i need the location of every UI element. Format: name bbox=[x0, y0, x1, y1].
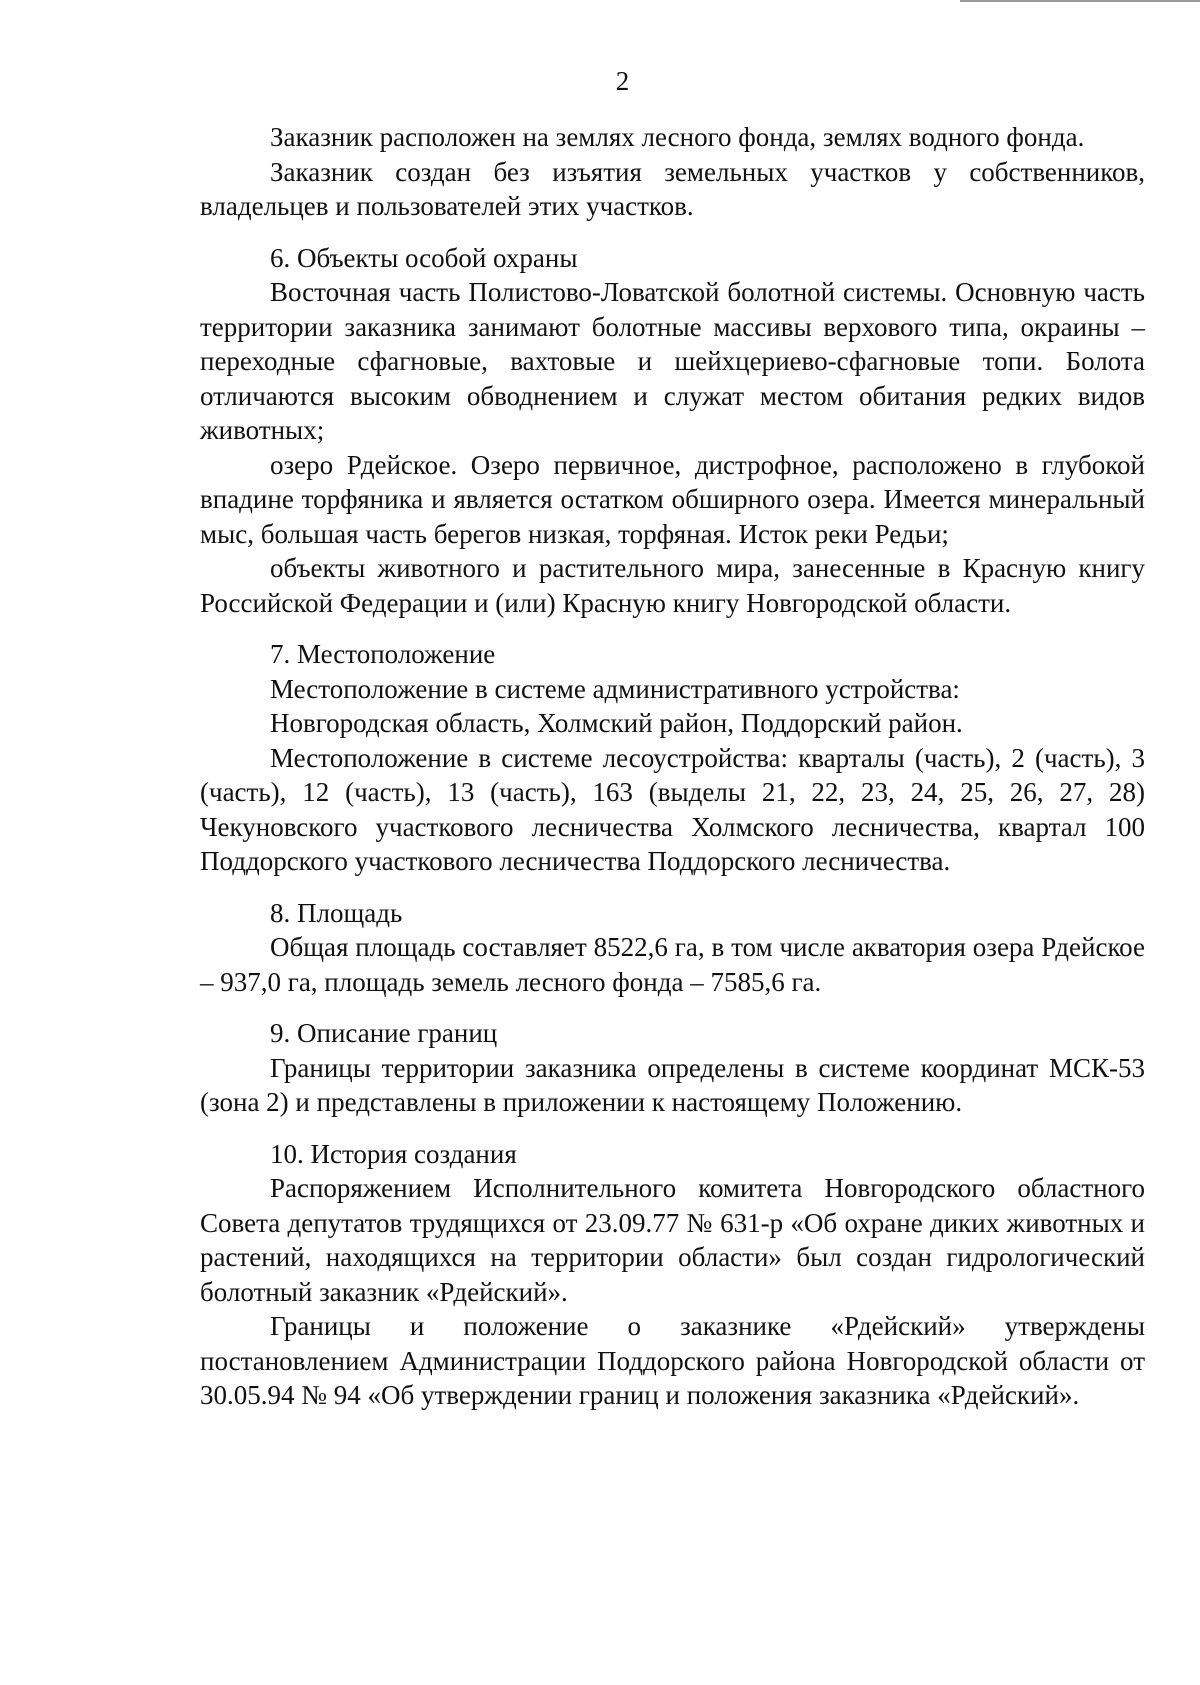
section-heading-history: 10. История создания bbox=[270, 1138, 517, 1169]
paragraph-history-resolution: Границы и положение о заказнике «Рдейский» утверждены постановлением Администрации Поддорского района Новгородской области от 30.05.94 № 94 «Об утверждении границ и положения заказника «Рдейский». bbox=[200, 1311, 1145, 1410]
paragraph-red-book-objects: объекты животного и растительного мира, занесенные в Красную книгу Российской Федерации и (или) Красную книгу Новгородской области. bbox=[200, 553, 1145, 618]
section-heading-area: 8. Площадь bbox=[270, 897, 403, 928]
paragraph-admin-location-label: Местоположение в системе административного устройства: bbox=[270, 673, 960, 704]
paragraph-history-order: Распоряжением Исполнительного комитета Новгородского областного Совета депутатов трудящихся от 23.09.77 № 631-р «Об охране диких животных и растений, находящихся на территории области» был создан гидрологический болотный заказник «Рдейский». bbox=[200, 1173, 1145, 1307]
section-heading-protected-objects: 6. Объекты особой охраны bbox=[270, 242, 578, 273]
paragraph-no-seizure: Заказник создан без изъятия земельных участков у собственников, владельцев и пользователей этих участков. bbox=[200, 156, 1145, 221]
section-heading-location: 7. Местоположение bbox=[270, 639, 496, 669]
paragraph-boundaries: Границы территории заказника определены в системе координат МСК-53 (зона 2) и представлены в приложении к настоящему Положению. bbox=[200, 1052, 1145, 1117]
page-number: 2 bbox=[615, 66, 630, 96]
paragraph-admin-location: Новгородская область, Холмский район, Поддорский район. bbox=[270, 708, 963, 738]
paragraph-lake-rdeyskoye: озеро Рдейское. Озеро первичное, дистрофное, расположено в глубокой впадине торфяника и является остатком обширного озера. Имеется минеральный мыс, большая часть берегов низкая, торфяная. Исток реки Редьи; bbox=[200, 449, 1145, 549]
section-heading-boundaries: 9. Описание границ bbox=[270, 1018, 498, 1048]
document-body bbox=[200, 120, 1145, 1413]
paragraph-bog-system: Восточная часть Полистово-Ловатской болотной системы. Основную часть территории заказника занимают болотные массивы верхового типа, окраины – переходные сфагновые, вахтовые и шейхцериево-сфагновые топи. Болота отличаются высоким обводнением и служат местом обитания редких видов животных; bbox=[200, 277, 1145, 445]
paragraph-forestry-location: Местоположение в системе лесоустройства: кварталы (часть), 2 (часть), 3 (часть), 12 (часть), 13 (часть), 163 (выделы 21, 22, 23, 24, 25, 26, 27, 28) Чекуновского участкового лесничества Холмского лесничества, квартал 100 Поддорского участкового лесничества Поддорского лесничества. bbox=[200, 742, 1145, 876]
top-edge-line bbox=[960, 0, 1200, 2]
paragraph-land-fund: Заказник расположен на землях лесного фонда, землях водного фонда. bbox=[270, 122, 1085, 152]
paragraph-area: Общая площадь составляет 8522,6 га, в том числе акватория озера Рдейское – 937,0 га, площадь земель лесного фонда – 7585,6 га. bbox=[200, 932, 1145, 997]
